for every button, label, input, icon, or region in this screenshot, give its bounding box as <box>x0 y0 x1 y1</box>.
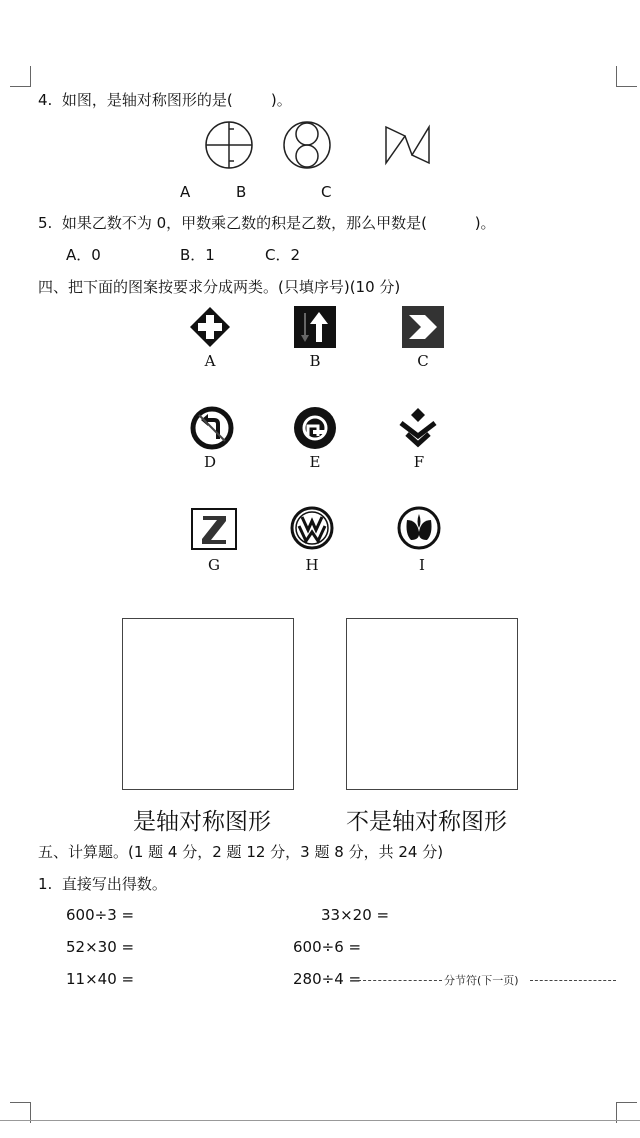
question-5-text: 5. 如果乙数不为 0，甲数乘乙数的积是乙数，那么甲数是( )。 <box>38 214 496 232</box>
q4-option-b: B <box>236 183 247 201</box>
icon-label-c: C <box>417 352 429 370</box>
diamond-cross-icon <box>188 305 232 349</box>
calc-item: 600÷6 = <box>293 938 362 956</box>
icon-label-b: B <box>309 352 321 370</box>
q5-option-b: B．1 <box>180 246 215 264</box>
section-5-question-1: 1. 直接写出得数。 <box>38 875 167 893</box>
question-4-text: 4. 如图，是轴对称图形的是( )。 <box>38 91 292 109</box>
calc-item: 280÷4 = <box>293 970 362 988</box>
no-left-turn-sign-icon <box>190 406 234 450</box>
icon-label-g: G <box>208 556 220 574</box>
circle-emblem-icon <box>293 406 337 450</box>
corner-mark-top-left <box>10 66 31 87</box>
section-break-dash-right <box>530 980 616 981</box>
calc-item: 11×40 = <box>66 970 135 988</box>
figure-c-bowtie <box>386 127 429 163</box>
icon-label-i: I <box>419 556 425 574</box>
page-bottom-edge <box>0 1120 640 1121</box>
q4-option-a: A <box>180 183 191 201</box>
icon-label-e: E <box>309 453 321 471</box>
icon-label-h: H <box>305 556 319 574</box>
letter-z-sign-icon <box>191 508 237 550</box>
section-4-title: 四、把下面的图案按要求分成两类。(只填序号)(10 分) <box>38 278 401 296</box>
section-break-marker <box>358 971 616 991</box>
answer-box-not-symmetric[interactable] <box>346 618 518 790</box>
chevron-diamond-icon <box>396 406 440 450</box>
answer-box-symmetric[interactable] <box>122 618 294 790</box>
calc-item: 52×30 = <box>66 938 135 956</box>
q5-option-c: C．2 <box>265 246 301 264</box>
q5-option-a: A．0 <box>66 246 101 264</box>
icon-label-f: F <box>413 453 425 471</box>
question-4-figures <box>0 117 640 177</box>
figure-b-circle-two-circles <box>284 122 330 168</box>
calc-item: 33×20 = <box>321 906 390 924</box>
q4-option-c: C <box>321 183 332 201</box>
symmetric-box-label: 是轴对称图形 <box>133 809 271 835</box>
right-arrow-sign-icon <box>401 305 445 349</box>
not-symmetric-box-label: 不是轴对称图形 <box>346 809 507 835</box>
vw-logo-icon <box>290 506 334 550</box>
calc-item: 600÷3 = <box>66 906 135 924</box>
figure-a-circle-cross <box>206 122 252 168</box>
corner-mark-top-right <box>616 66 637 87</box>
section-break-label: 分节符(下一页) <box>444 974 519 987</box>
icon-label-a: A <box>204 352 216 370</box>
swirl-emblem-icon <box>397 506 441 550</box>
section-break-dash-left <box>358 980 442 981</box>
section-5-title: 五、计算题。(1 题 4 分，2 题 12 分，3 题 8 分，共 24 分) <box>38 843 444 861</box>
icon-label-d: D <box>203 453 217 471</box>
up-arrow-sign-icon <box>293 305 337 349</box>
